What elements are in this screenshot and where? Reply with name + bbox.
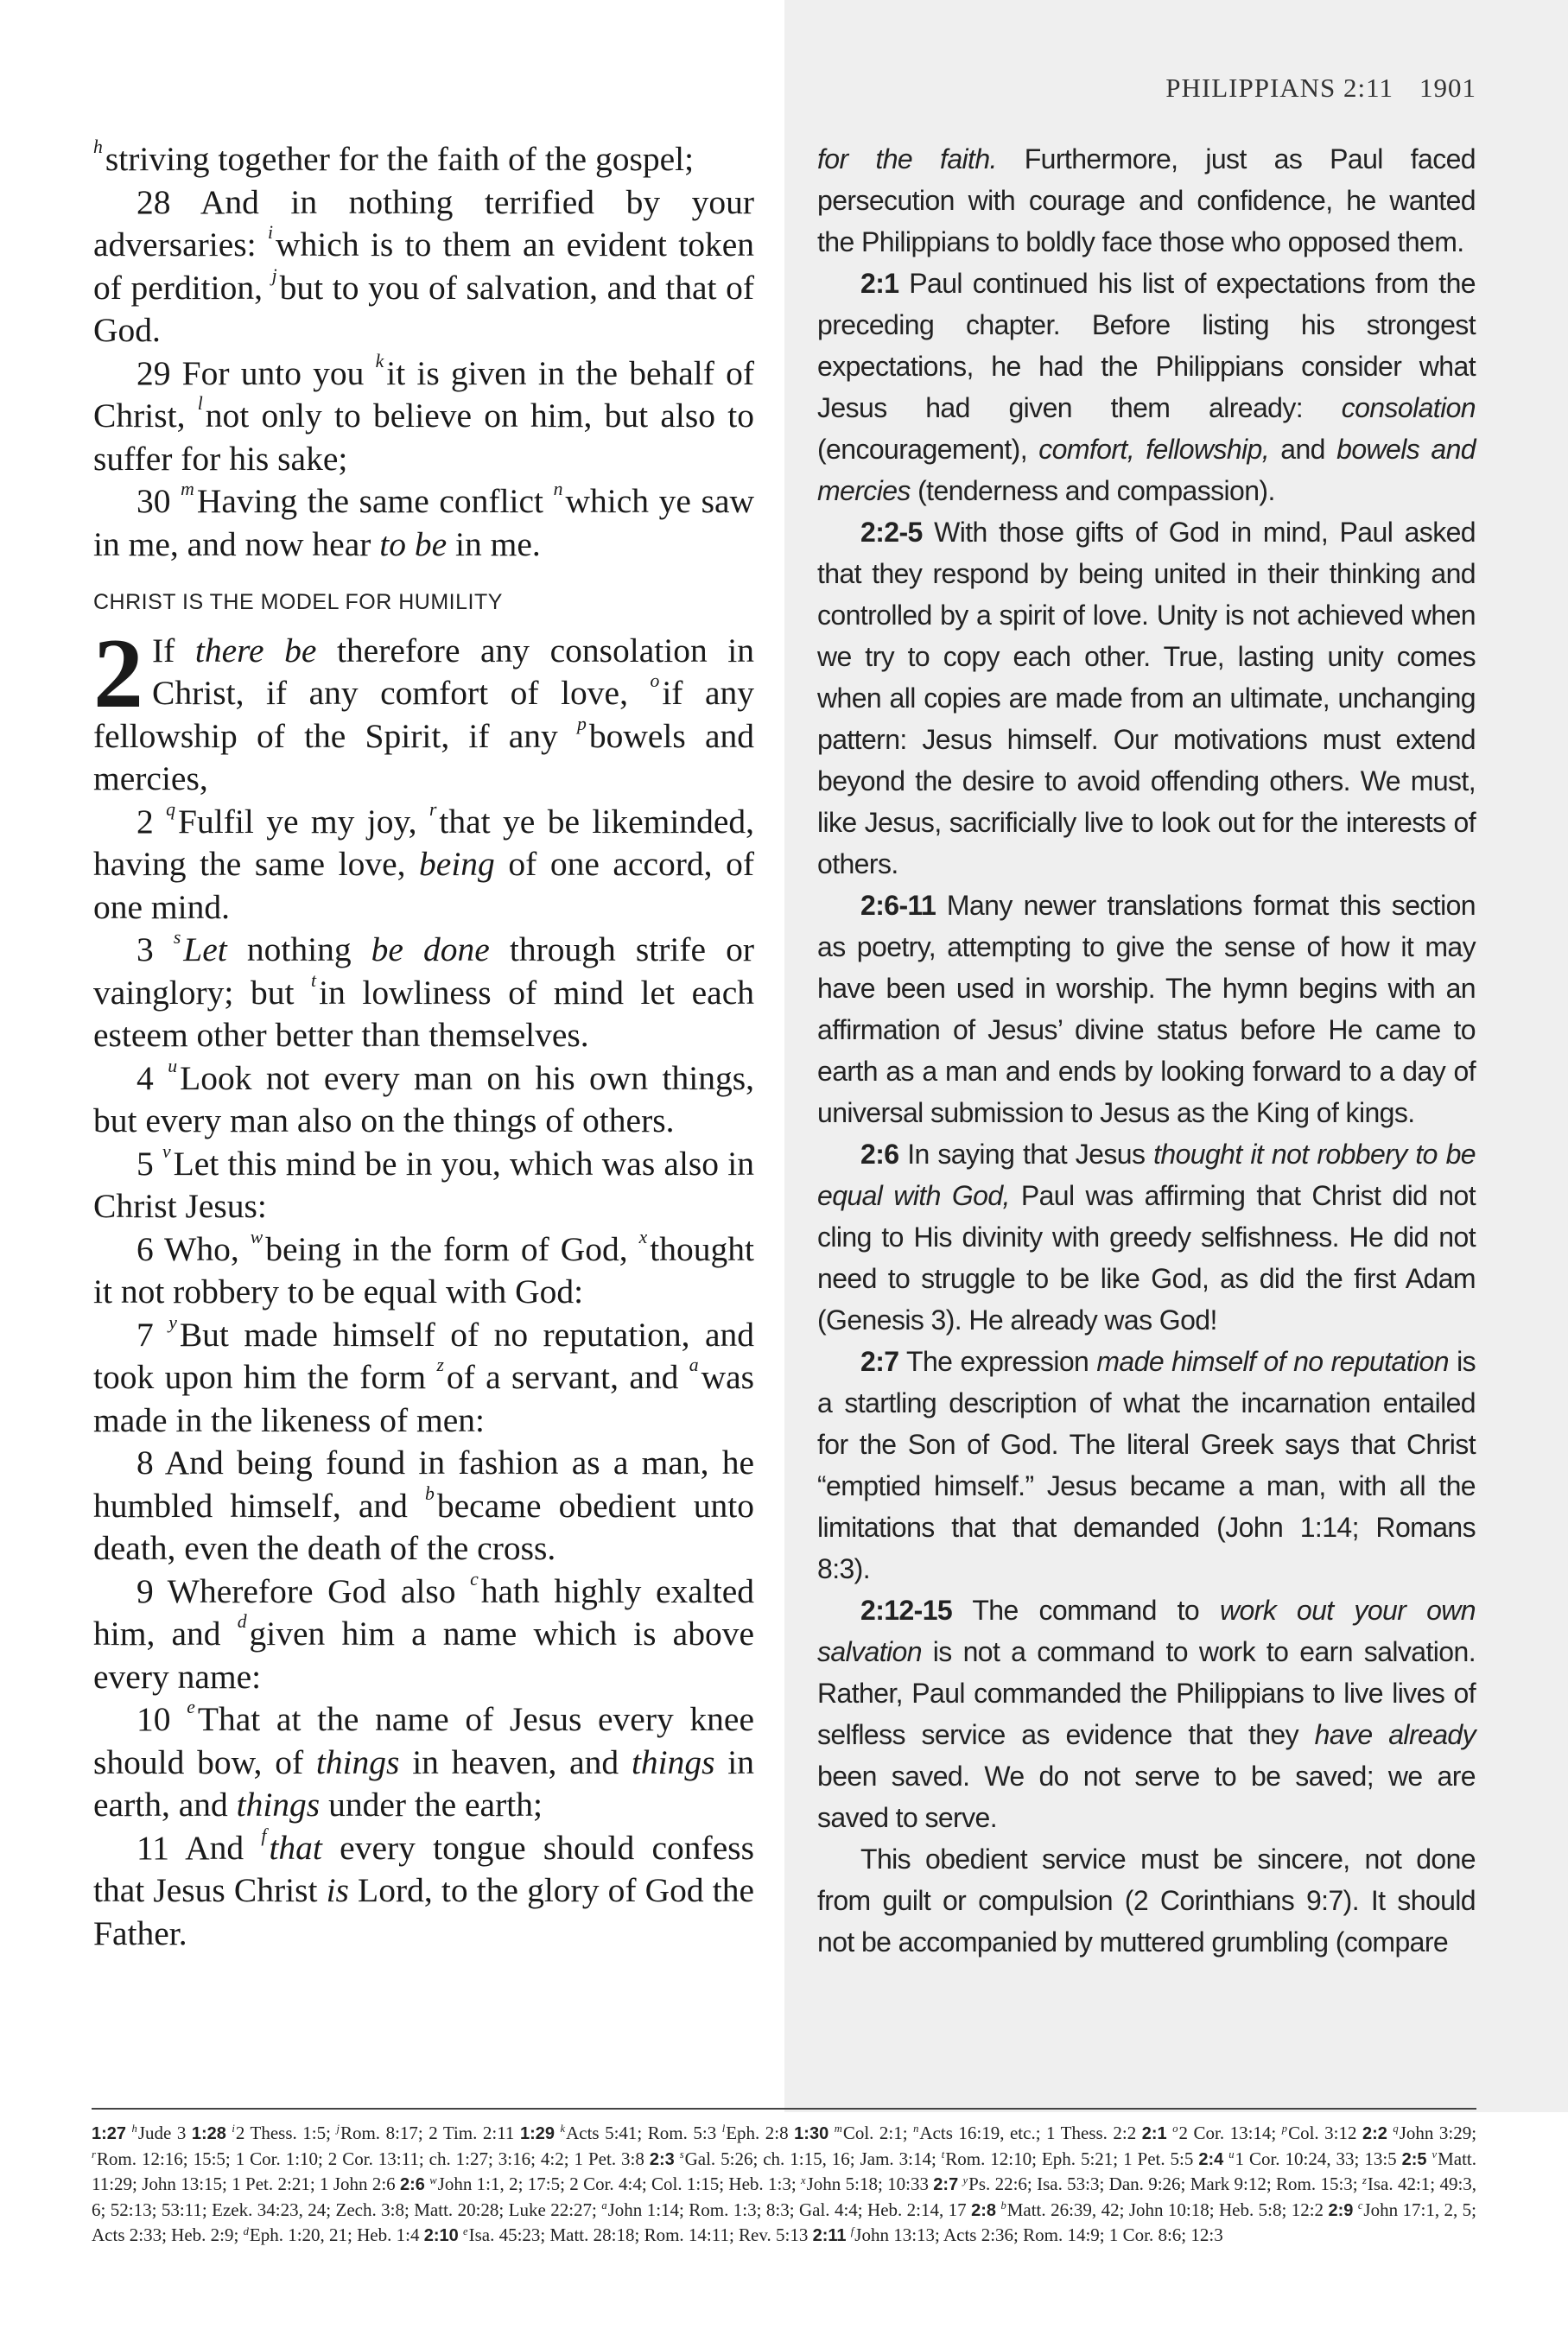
text-run: Jude 3 bbox=[137, 2123, 192, 2143]
reference-label: 2:6-11 bbox=[860, 890, 936, 921]
cross-reference-marker: q bbox=[166, 798, 176, 820]
text-run: is not a command to work to earn salvation. Rather, Paul commanded the Philippians to live lives of selfless service as evidence that they bbox=[817, 1636, 1476, 1750]
verse-2-11 bbox=[93, 1824, 755, 1956]
reference-label: 2:6 bbox=[860, 1139, 899, 1170]
text-run: striving together for the faith of the gospel; bbox=[105, 140, 695, 178]
text-run: Matt. 11:29; John 13:15; 1 Pet. 2:21; 1 John 2:6 bbox=[92, 2148, 1476, 2195]
text-run: given him a name which is above every name: bbox=[93, 1615, 754, 1696]
text-run: 30 bbox=[136, 482, 181, 520]
reference-label: 1:30 bbox=[794, 2124, 829, 2143]
scripture-column bbox=[93, 138, 754, 1955]
text-run: which is to them an evident token of perdition, bbox=[93, 225, 754, 307]
verse-1-29 bbox=[93, 352, 754, 481]
note-2-12-15-continued bbox=[817, 1838, 1476, 1963]
italic-text: have already bbox=[1314, 1719, 1476, 1750]
italic-text: things bbox=[315, 1742, 400, 1781]
text-run: 2 bbox=[136, 802, 167, 841]
text-run bbox=[847, 2224, 851, 2245]
reference-label: 2:3 bbox=[649, 2149, 675, 2169]
cross-reference-marker: m bbox=[181, 479, 194, 500]
cross-reference-marker: t bbox=[311, 969, 317, 991]
note-2-1 bbox=[817, 263, 1476, 511]
note-2-6 bbox=[817, 1133, 1476, 1341]
cross-reference-marker: u bbox=[168, 1055, 178, 1076]
text-run: Paul continued his list of expectations from the preceding chapter. Before listing his strongest expectations, he had the Philippians consider what Jesus had given them already: bbox=[817, 268, 1476, 423]
text-run: Isa. 45:23; Matt. 28:18; Rom. 14:11; Rev. 5:13 bbox=[468, 2224, 813, 2246]
text-run: was made in the likeness of men: bbox=[93, 1358, 754, 1439]
text-run: Gal. 5:26; ch. 1:15, 16; Jam. 3:14; bbox=[684, 2148, 942, 2169]
cross-reference-marker: j bbox=[271, 264, 277, 286]
text-run: Col. 2:1; bbox=[842, 2123, 914, 2143]
cross-reference-marker: f bbox=[261, 1824, 267, 1846]
text-run: that ye be likeminded, having the same love, bbox=[93, 802, 754, 883]
footnote-divider bbox=[92, 2108, 1476, 2110]
text-run: 5 bbox=[136, 1144, 162, 1183]
text-run: 3 bbox=[136, 930, 174, 968]
reference-label: 2:10 bbox=[423, 2226, 459, 2246]
text-run: 6 Who, bbox=[136, 1229, 251, 1268]
text-run: If bbox=[152, 631, 195, 669]
cross-reference-marker: r bbox=[429, 798, 437, 820]
verse-2-10 bbox=[93, 1698, 754, 1827]
text-run: John 3:29; bbox=[1399, 2123, 1477, 2143]
italic-text: there be bbox=[194, 631, 317, 669]
cross-reference-marker: d bbox=[243, 2224, 249, 2237]
reference-label: 2:12-15 bbox=[860, 1595, 953, 1626]
reference-label: 2:7 bbox=[933, 2175, 959, 2195]
italic-text: bowels and mercies bbox=[817, 434, 1476, 506]
note-2-12-15 bbox=[817, 1590, 1476, 1838]
cross-reference-marker: s bbox=[679, 2148, 684, 2161]
text-run: being in the form of God, bbox=[265, 1229, 639, 1268]
cross-reference-marker: p bbox=[1281, 2123, 1288, 2135]
cross-reference-marker: a bbox=[601, 2199, 607, 2212]
italic-text: to be bbox=[379, 524, 448, 563]
cross-reference-marker: d bbox=[237, 1611, 247, 1633]
text-run: But made himself of no reputation, and took upon him the form bbox=[93, 1315, 754, 1396]
text-run: 4 bbox=[136, 1058, 168, 1097]
cross-reference-marker: z bbox=[1362, 2173, 1367, 2186]
cross-reference-marker: k bbox=[375, 350, 384, 371]
cross-reference-marker: l bbox=[721, 2123, 726, 2135]
text-run: (encouragement), bbox=[817, 434, 1039, 465]
text-run: John 1:14; Rom. 1:3; 8:3; Gal. 4:4; Heb. 2:14, 17 bbox=[607, 2199, 972, 2220]
text-run: Rom. 12:16; 15:5; 1 Cor. 1:10; 2 Cor. 13:11; ch. 1:27; 3:16; 4:2; 1 Pet. 3:8 bbox=[96, 2148, 650, 2169]
cross-reference-marker: x bbox=[801, 2173, 806, 2186]
text-run: nothing bbox=[226, 930, 371, 968]
reference-label: 2:8 bbox=[971, 2200, 997, 2220]
italic-text: things bbox=[631, 1742, 715, 1781]
text-run: which ye saw in me, and now hear bbox=[93, 482, 755, 563]
text-run: 11 And bbox=[136, 1828, 262, 1867]
cross-reference-marker: n bbox=[913, 2123, 919, 2135]
section-heading: CHRIST IS THE MODEL FOR HUMILITY bbox=[93, 590, 503, 614]
cross-reference-marker: v bbox=[1432, 2148, 1438, 2161]
text-run: Furthermore, just as Paul faced persecution with courage and confidence, he wanted the Philippians to boldly face those who opposed them. bbox=[817, 143, 1476, 257]
text-run: 10 bbox=[136, 1700, 187, 1738]
text-run: In saying that Jesus bbox=[898, 1139, 1154, 1170]
text-run: Eph. 2:8 bbox=[726, 2123, 795, 2143]
cross-reference-marker: w bbox=[250, 1226, 263, 1247]
italic-text: consolation bbox=[1341, 392, 1476, 423]
cross-reference-marker: o bbox=[650, 670, 660, 692]
text-run bbox=[1353, 2199, 1357, 2220]
verse-2-9 bbox=[93, 1568, 755, 1699]
reference-label: 2:4 bbox=[1198, 2149, 1224, 2169]
italic-text: is bbox=[326, 1871, 349, 1909]
text-run: of a servant, and bbox=[446, 1358, 689, 1396]
reference-label: 2:1 bbox=[860, 268, 899, 299]
text-run: With those gifts of God in mind, Paul asked that they respond by being united in their thinking and controlled by a spirit of love. Unity is not achieved when we try to copy each other. True, lasting unity comes when all copies are made from an ultimate, unchanging pattern: Jesus himself. Our motivations must extend beyond the desire to avoid offending others. We must, like Jesus, sacrificially live to look out for the interests of others. bbox=[817, 517, 1476, 879]
text-run: 7 bbox=[136, 1315, 169, 1354]
verse-1-27-end bbox=[93, 138, 754, 181]
commentary-column bbox=[817, 138, 1476, 1963]
text-run: in lowliness of mind let each esteem other better than themselves. bbox=[93, 973, 754, 1054]
cross-reference-marker: n bbox=[553, 479, 563, 500]
text-run: John 17:1, 2, 5; Acts 2:33; Heb. 2:9; bbox=[92, 2199, 1476, 2246]
verse-2-4 bbox=[93, 1057, 754, 1143]
text-run: Having the same conflict bbox=[196, 482, 554, 520]
text-run: hath highly exalted him, and bbox=[93, 1571, 755, 1653]
text-run: 9 Wherefore God also bbox=[136, 1571, 471, 1610]
reference-label: 2:6 bbox=[400, 2175, 425, 2195]
cross-reference-marker: z bbox=[436, 1355, 444, 1376]
text-run: Isa. 42:1; 49:3, 6; 52:13; 53:11; Ezek. 34:23, 24; Zech. 3:8; Matt. 20:28; Luke 22:27; bbox=[92, 2173, 1477, 2220]
cross-reference-marker: x bbox=[638, 1226, 648, 1247]
text-run: and bbox=[1269, 434, 1337, 465]
italic-text: work out your own salvation bbox=[817, 1595, 1476, 1667]
text-run: 28 And in nothing terrified by your adversaries: bbox=[93, 182, 754, 263]
text-run: Look not every man on his own things, but every man also on the things of others. bbox=[93, 1058, 754, 1139]
text-run: is a startling description of what the incarnation entailed for the Son of God. The literal Greek says that Christ “emptied himself.” Jesus became a man, with all the limitations that that demanded (John 1:14; Romans 8:3). bbox=[817, 1346, 1476, 1584]
reference-label: 2:1 bbox=[1141, 2124, 1167, 2143]
text-run: Paul was affirming that Christ did not cling to His divinity with greedy selfishness. He did not need to struggle to be like God, as did the first Adam (Genesis 3). He already was God! bbox=[817, 1180, 1476, 1336]
verse-2-1 bbox=[93, 618, 755, 801]
cross-reference-marker: c bbox=[1357, 2199, 1363, 2212]
text-run bbox=[828, 2123, 835, 2143]
verse-2-1-text bbox=[93, 618, 755, 798]
cross-reference-marker: j bbox=[336, 2123, 340, 2135]
italic-text: Let bbox=[183, 930, 227, 968]
text-run: through strife or vainglory; but bbox=[93, 930, 755, 1012]
cross-reference-marker: a bbox=[689, 1355, 699, 1376]
italic-text: that bbox=[269, 1828, 322, 1867]
reference-label: 2:9 bbox=[1328, 2200, 1354, 2220]
cross-reference-marker: t bbox=[941, 2148, 945, 2161]
text-run: in heaven, and bbox=[399, 1742, 632, 1781]
cross-references bbox=[92, 2121, 1476, 2249]
cross-reference-marker: s bbox=[173, 927, 181, 949]
cross-reference-marker: i bbox=[267, 222, 274, 244]
text-run: John 13:13; Acts 2:36; Rom. 14:9; 1 Cor. 8:6; 12:3 bbox=[854, 2224, 1223, 2246]
verse-2-3 bbox=[93, 929, 754, 1057]
verse-1-30 bbox=[93, 480, 754, 566]
text-run: Rom. 12:10; Eph. 5:21; 1 Pet. 5:5 bbox=[945, 2148, 1199, 2169]
text-run: The expression bbox=[898, 1346, 1097, 1377]
cross-reference-marker: f bbox=[850, 2224, 854, 2237]
text-run: This obedient service must be sincere, not done from guilt or compulsion (2 Corinthians 9:7). It should not be accompanied by muttered grumbling (compare bbox=[817, 1843, 1476, 1958]
cross-reference-marker: p bbox=[577, 713, 587, 734]
page-number: 1901 bbox=[1419, 73, 1476, 103]
reference-label: 2:7 bbox=[860, 1346, 899, 1377]
italic-text: thought it not robbery to be equal with God, bbox=[817, 1139, 1476, 1211]
text-run: Many newer translations format this section as poetry, attempting to give the sense of how it may have been used in worship. The hymn begins with an affirmation of Jesus’ divine status before He came to earth as a man and ends by looking forward to a day of universal submission to Jesus as the King of kings. bbox=[817, 890, 1476, 1128]
text-run: Acts 5:41; Rom. 5:3 bbox=[566, 2123, 722, 2143]
text-run: 2 Thess. 1:5; bbox=[235, 2123, 337, 2143]
text-run: (tenderness and compassion). bbox=[910, 475, 1275, 506]
cross-reference-marker: y bbox=[962, 2173, 968, 2186]
text-run: The command to bbox=[952, 1595, 1220, 1626]
cross-reference-marker: l bbox=[197, 393, 203, 415]
text-run bbox=[555, 2123, 561, 2143]
text-run: Let this mind be in you, which was also in Christ Jesus: bbox=[93, 1144, 754, 1225]
text-run: 1 Cor. 10:24, 33; 13:5 bbox=[1235, 2148, 1402, 2169]
text-run: Matt. 26:39, 42; John 10:18; Heb. 5:8; 12:2 bbox=[1006, 2199, 1329, 2220]
cross-reference-marker: v bbox=[162, 1140, 171, 1162]
text-run: Lord, to the glory of God the Father. bbox=[93, 1871, 755, 1952]
note-2-6-11 bbox=[817, 885, 1476, 1133]
text-run: bowels and mercies, bbox=[93, 716, 755, 797]
text-run bbox=[675, 2148, 680, 2169]
text-run: but to you of salvation, and that of God. bbox=[93, 268, 754, 349]
note-2-7 bbox=[817, 1341, 1476, 1590]
verse-2-6 bbox=[93, 1228, 754, 1314]
text-run bbox=[958, 2173, 962, 2194]
text-run: Rom. 8:17; 2 Tim. 2:11 bbox=[340, 2123, 520, 2143]
text-run: in earth, and bbox=[93, 1742, 754, 1824]
text-run: became obedient unto death, even the death of the cross. bbox=[93, 1486, 754, 1567]
italic-text: comfort, fellowship, bbox=[1038, 434, 1270, 465]
reference-label: 2:11 bbox=[812, 2226, 847, 2246]
cross-reference-marker: b bbox=[425, 1482, 435, 1504]
cross-reference-marker: e bbox=[462, 2224, 468, 2237]
italic-text: things bbox=[236, 1786, 321, 1824]
cross-reference-marker: u bbox=[1228, 2148, 1235, 2161]
text-run: That at the name of Jesus every knee should bow, of bbox=[93, 1700, 754, 1781]
running-head bbox=[1165, 73, 1476, 104]
text-run: therefore any consolation in Christ, if any comfort of love, bbox=[152, 631, 754, 712]
reference-label: 2:2 bbox=[1362, 2124, 1387, 2143]
text-run: 2 Cor. 13:14; bbox=[1178, 2123, 1282, 2143]
note-continued bbox=[817, 138, 1476, 263]
text-run: been saved. We do not serve to be saved; we are saved to serve. bbox=[817, 1761, 1476, 1833]
cross-reference-marker: r bbox=[92, 2148, 96, 2161]
cross-reference-marker: h bbox=[131, 2123, 137, 2135]
reference-label: 2:2-5 bbox=[860, 517, 923, 548]
cross-reference-marker: c bbox=[470, 1568, 479, 1590]
text-run: John 5:18; 10:33 bbox=[806, 2173, 934, 2195]
text-run: if any fellowship of the Spirit, if any bbox=[93, 674, 754, 755]
reference-label: 2:5 bbox=[1401, 2149, 1427, 2169]
verse-2-2 bbox=[93, 798, 754, 930]
cross-reference-marker: h bbox=[93, 136, 103, 158]
cross-reference-marker: q bbox=[1393, 2123, 1399, 2135]
text-run: Col. 3:12 bbox=[1288, 2123, 1362, 2143]
italic-text: made himself of no reputation bbox=[1096, 1346, 1449, 1377]
cross-reference-marker: m bbox=[834, 2123, 842, 2135]
reference-label: 1:28 bbox=[191, 2124, 226, 2143]
text-run: not only to believe on him, but also to suffer for his sake; bbox=[93, 397, 754, 478]
chapter-number: 2 bbox=[93, 618, 143, 729]
cross-reference-marker: w bbox=[429, 2173, 437, 2186]
text-run: 8 And being found in fashion as a man, he humbled himself, and bbox=[93, 1444, 754, 1525]
cross-reference-marker: y bbox=[168, 1311, 177, 1333]
note-2-2-5 bbox=[817, 511, 1476, 885]
text-run: it is given in the behalf of Christ, bbox=[93, 353, 754, 435]
verse-2-5 bbox=[93, 1140, 754, 1228]
italic-text: being bbox=[419, 845, 495, 883]
cross-reference-marker: i bbox=[232, 2123, 235, 2135]
text-run: 29 For unto you bbox=[136, 353, 376, 392]
text-run bbox=[126, 2123, 132, 2143]
text-run: of one accord, of one mind. bbox=[93, 845, 754, 926]
cross-reference-marker: o bbox=[1172, 2123, 1178, 2135]
text-run: under the earth; bbox=[320, 1786, 543, 1824]
cross-reference-marker: b bbox=[1000, 2199, 1006, 2212]
text-run: Acts 16:19, etc.; 1 Thess. 2:2 bbox=[919, 2123, 1142, 2143]
text-run: every tongue should confess that Jesus Christ bbox=[93, 1828, 754, 1909]
text-run: Eph. 1:20, 21; Heb. 1:4 bbox=[249, 2224, 424, 2246]
reference-label: 1:27 bbox=[92, 2124, 127, 2143]
italic-text: be done bbox=[371, 930, 490, 968]
text-run: Ps. 22:6; Isa. 53:3; Dan. 9:26; Mark 9:12; Rom. 15:3; bbox=[968, 2173, 1362, 2195]
text-run: Fulfil ye my joy, bbox=[178, 802, 429, 841]
text-run: John 1:1, 2; 17:5; 2 Cor. 4:4; Col. 1:15; Heb. 1:3; bbox=[437, 2173, 802, 2195]
text-run: thought it not robbery to be equal with God: bbox=[93, 1229, 754, 1310]
verse-2-7 bbox=[93, 1311, 754, 1443]
verse-1-28 bbox=[93, 181, 754, 352]
text-run: in me. bbox=[447, 524, 541, 563]
reference-label: 1:29 bbox=[519, 2124, 555, 2143]
cross-reference-marker: k bbox=[560, 2123, 566, 2135]
cross-reference-marker: e bbox=[187, 1697, 195, 1718]
italic-text: for the faith. bbox=[817, 143, 997, 175]
running-head-book: PHILIPPIANS 2:11 bbox=[1165, 73, 1393, 103]
verse-2-8 bbox=[93, 1442, 754, 1571]
